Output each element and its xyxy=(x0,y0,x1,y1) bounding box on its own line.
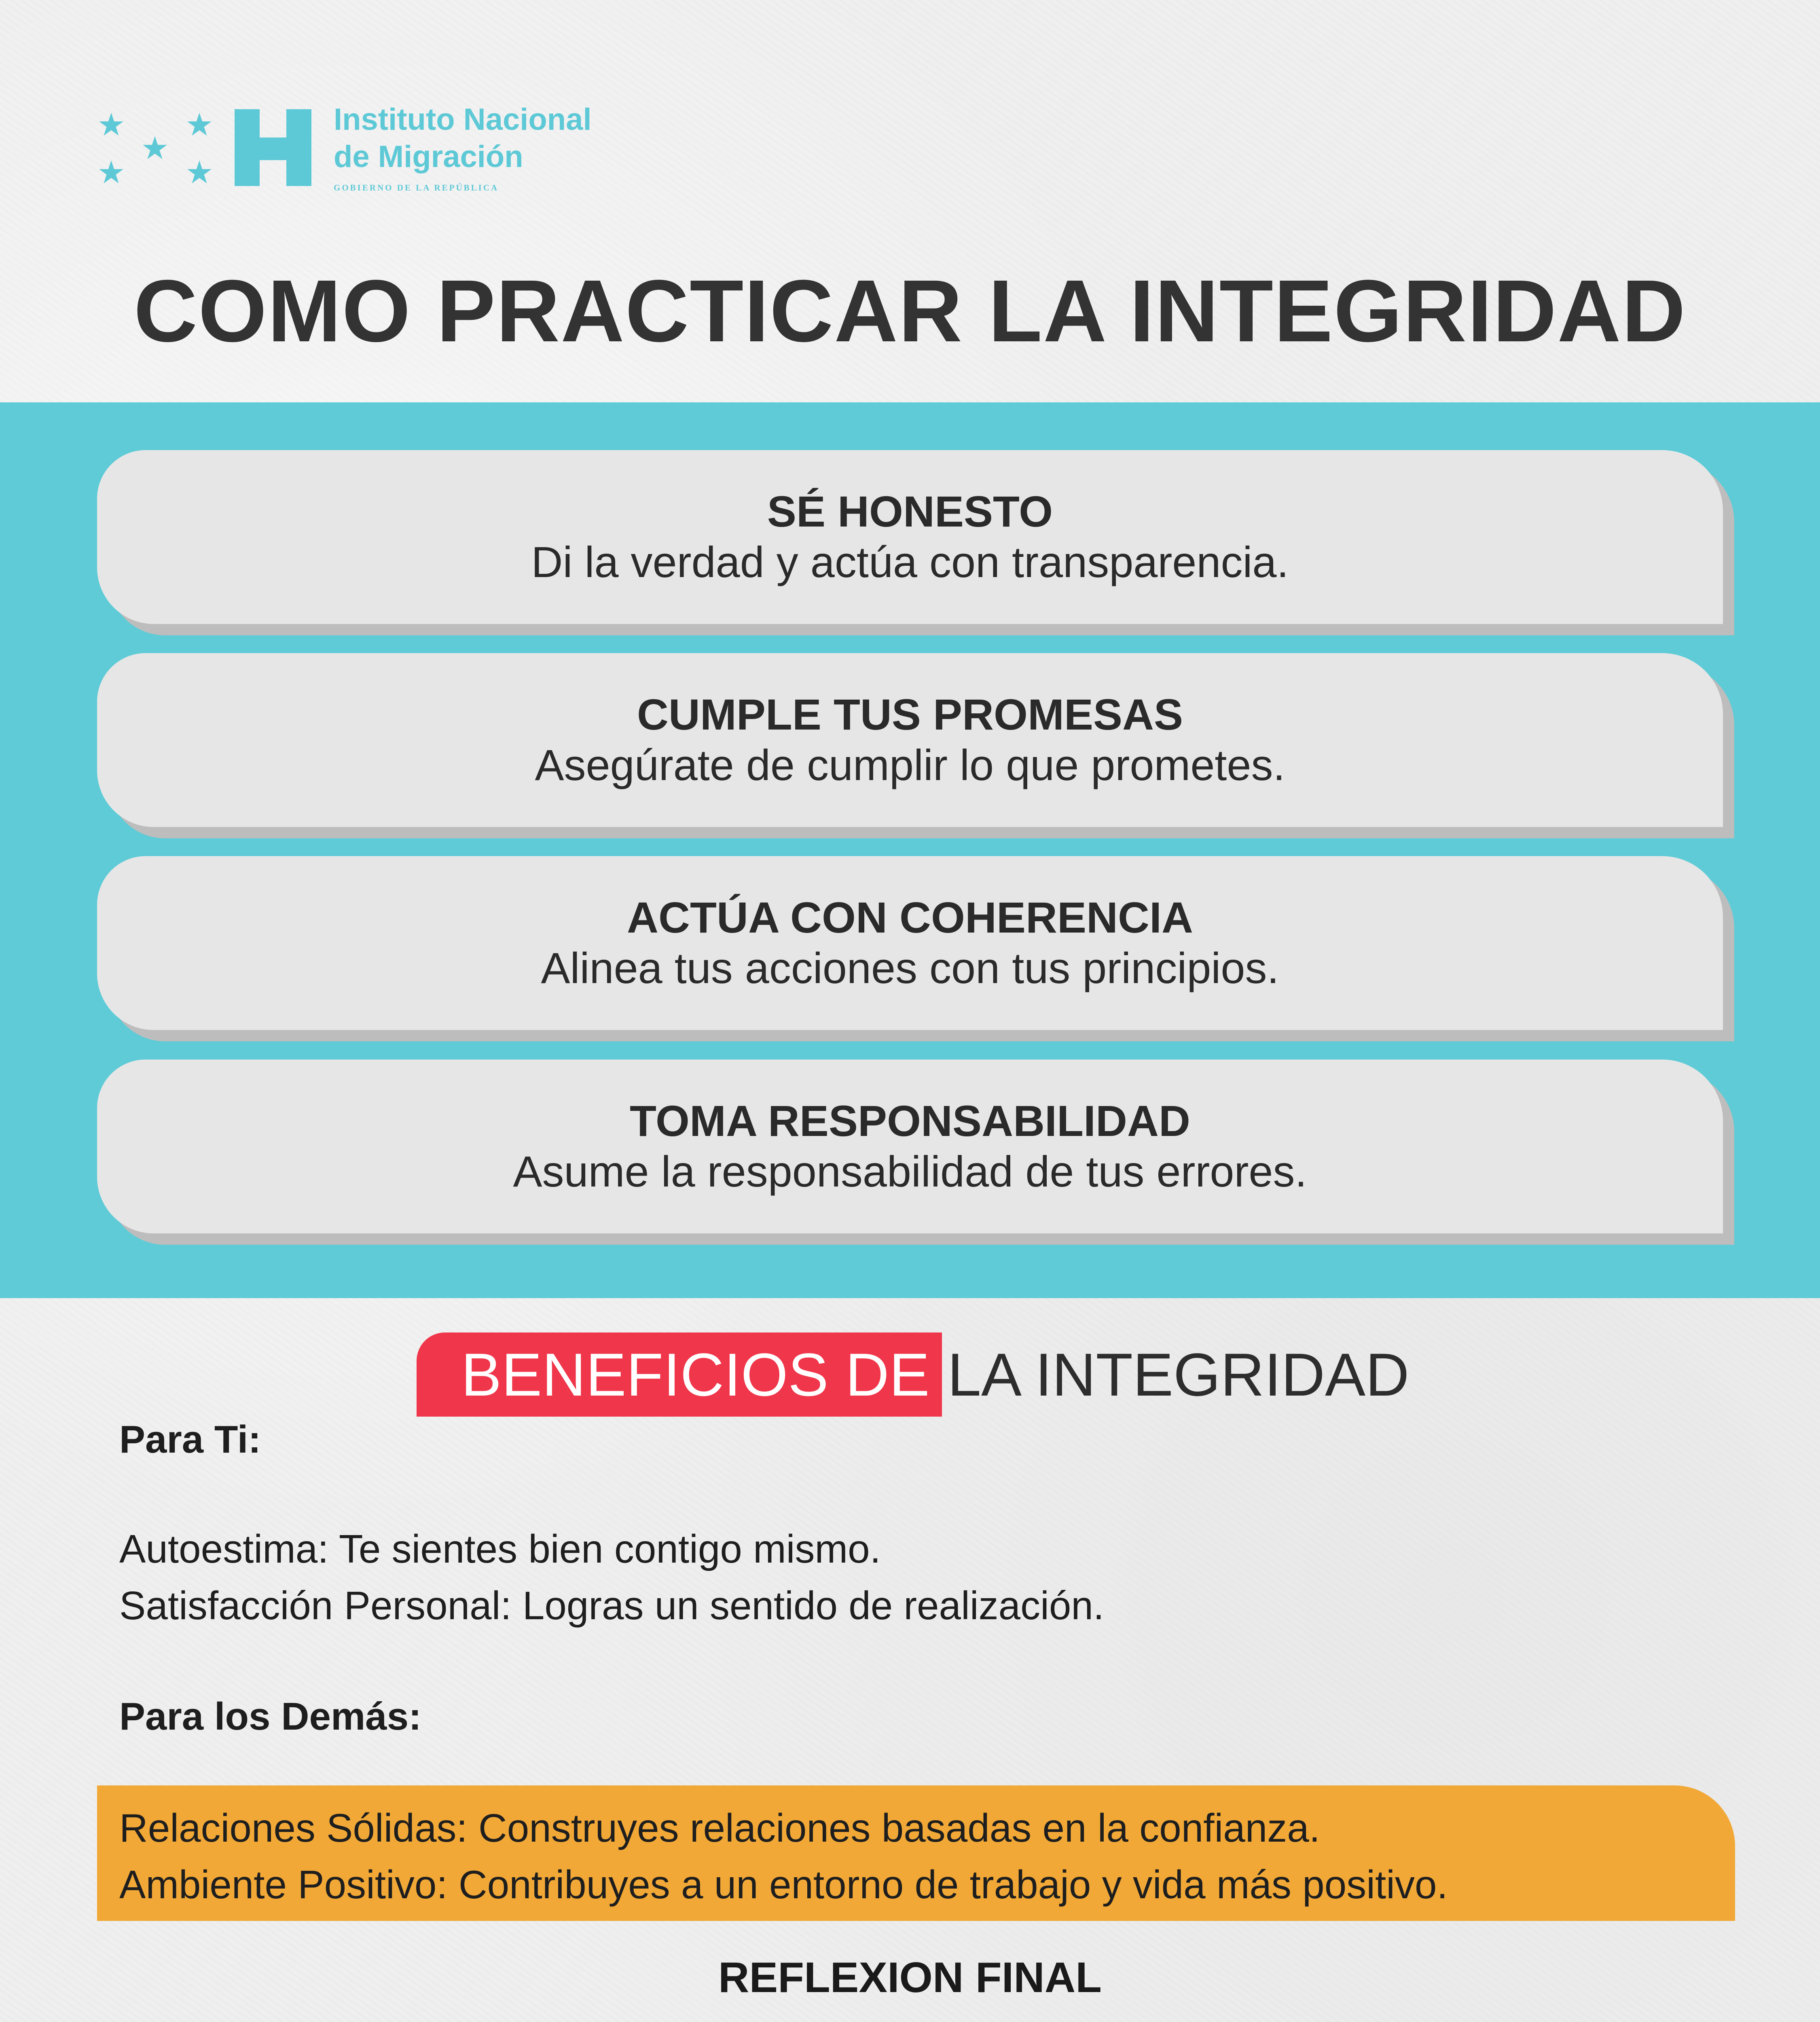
logo-line-1: Instituto Nacional xyxy=(334,102,592,137)
card-body xyxy=(97,856,1723,1030)
logo-text xyxy=(334,101,592,193)
practice-card xyxy=(97,653,1733,835)
practice-description: Asume la responsabilidad de tus errores. xyxy=(513,1147,1307,1196)
logo-line-2: de Migración xyxy=(334,140,523,174)
benefits-heading xyxy=(417,1332,1409,1417)
star-icon: ★ xyxy=(185,107,214,143)
benefit-item: Ambiente Positivo: Contribuyes a un entorno de trabajo y vida más positivo. xyxy=(119,1862,1448,1907)
benefit-item: Satisfacción Personal: Logras un sentido de realización. xyxy=(119,1583,1105,1628)
benefits-heading-highlight: BENEFICIOS DE xyxy=(417,1332,942,1417)
star-icon: ★ xyxy=(141,130,169,167)
benefit-item: Autoestima: Te sientes bien contigo mismo. xyxy=(119,1527,881,1571)
practices-section xyxy=(0,402,1820,1298)
card-body xyxy=(97,653,1723,827)
benefit-item: Relaciones Sólidas: Construyes relaciones basadas en la confianza. xyxy=(119,1806,1320,1850)
h-letter-mark xyxy=(235,109,311,186)
practice-title: CUMPLE TUS PROMESAS xyxy=(637,690,1183,739)
institution-logo xyxy=(97,101,663,202)
card-body xyxy=(97,450,1723,624)
practice-description: Di la verdad y actúa con transparencia. xyxy=(531,537,1289,586)
page-title: COMO PRACTICAR LA INTEGRIDAD xyxy=(133,262,1687,360)
card-body xyxy=(97,1060,1723,1233)
practice-title: ACTÚA CON COHERENCIA xyxy=(627,893,1193,942)
benefits-heading-rest: LA INTEGRIDAD xyxy=(947,1341,1409,1409)
practice-title: TOMA RESPONSABILIDAD xyxy=(629,1096,1191,1145)
practice-description: Asegúrate de cumplir lo que prometes. xyxy=(535,740,1285,789)
practice-card xyxy=(97,450,1733,632)
reflection-title: REFLEXION FINAL xyxy=(718,1954,1102,2001)
practice-card xyxy=(97,1060,1733,1242)
star-icon: ★ xyxy=(97,107,125,143)
practice-card xyxy=(97,856,1733,1038)
for-you-label: Para Ti: xyxy=(119,1418,261,1461)
logo-subtitle: GOBIERNO DE LA REPÚBLICA xyxy=(334,183,499,192)
practice-description: Alinea tus acciones con tus principios. xyxy=(541,943,1279,992)
star-icon: ★ xyxy=(185,154,214,191)
practice-title: SÉ HONESTO xyxy=(767,487,1053,536)
star-icon: ★ xyxy=(97,154,125,191)
for-others-label: Para los Demás: xyxy=(119,1695,422,1738)
